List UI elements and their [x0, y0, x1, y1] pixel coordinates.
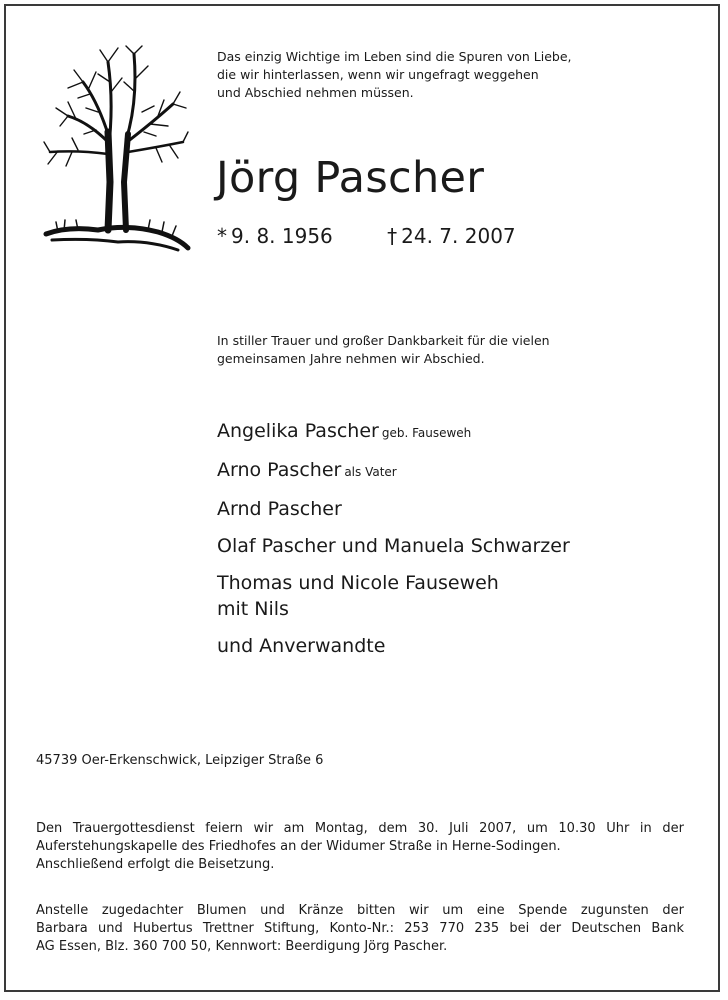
family-address: 45739 Oer-Erkenschwick, Leipziger Straße 6: [36, 753, 324, 768]
quote-line: die wir hinterlassen, wenn wir ungefragt weggehen: [217, 67, 539, 82]
death-cross-icon: †: [387, 224, 398, 248]
donation-line: Anstelle zugedachter Blumen und Kränze bitten wir um eine Spende zugunsten der: [36, 903, 684, 918]
death-date-group: [387, 222, 516, 250]
birth-date: 9. 8. 1956: [231, 224, 333, 248]
mourning-line: gemeinsamen Jahre nehmen wir Abschied.: [217, 351, 485, 366]
birth-star-icon: *: [217, 224, 227, 248]
mourner-name: Thomas und Nicole Fauseweh: [217, 572, 499, 594]
death-date: 24. 7. 2007: [401, 224, 516, 248]
service-line: Anschließend erfolgt die Beisetzung.: [36, 857, 275, 872]
mourner-entry: [217, 570, 570, 622]
service-line: Auferstehungskapelle des Friedhofes an der Widumer Straße in Herne-Sodingen.: [36, 839, 561, 854]
donation-line: Barbara und Hubertus Trettner Stiftung, Konto-Nr.: 253 770 235 bei der Deutschen Bank: [36, 921, 684, 936]
mourner-entry: [217, 633, 570, 659]
mourning-text: [217, 332, 550, 368]
mourner-name: Arno Pascher: [217, 459, 342, 481]
service-line: Den Trauergottesdienst feiern wir am Montag, dem 30. Juli 2007, um 10.30 Uhr in der: [36, 821, 684, 836]
mourner-name: Angelika Pascher: [217, 420, 379, 442]
mourning-line: In stiller Trauer und großer Dankbarkeit für die vielen: [217, 333, 550, 348]
mourner-name: Olaf Pascher und Manuela Schwarzer: [217, 535, 570, 557]
mourner-entry: [217, 418, 570, 446]
mourner-name: Arnd Pascher: [217, 498, 342, 520]
birth-date-group: [217, 222, 333, 250]
deceased-name: Jörg Pascher: [216, 153, 485, 203]
mourner-entry: [217, 457, 570, 485]
tree-illustration: [38, 42, 192, 254]
mourners-list: [217, 418, 570, 670]
quote-line: und Abschied nehmen müssen.: [217, 85, 414, 100]
life-dates: [217, 222, 516, 250]
mourner-name-line2: mit Nils: [217, 598, 289, 620]
donation-request: [36, 902, 684, 956]
service-details: [36, 820, 684, 874]
mourner-name: und Anverwandte: [217, 635, 386, 657]
quote-text: [217, 48, 572, 102]
donation-line: AG Essen, Blz. 360 700 50, Kennwort: Beerdigung Jörg Pascher.: [36, 939, 448, 954]
mourner-note: geb. Fauseweh: [381, 426, 472, 440]
mourner-note: als Vater: [344, 465, 397, 479]
mourner-entry: [217, 533, 570, 559]
quote-line: Das einzig Wichtige im Leben sind die Spuren von Liebe,: [217, 49, 572, 64]
mourner-entry: [217, 496, 570, 522]
